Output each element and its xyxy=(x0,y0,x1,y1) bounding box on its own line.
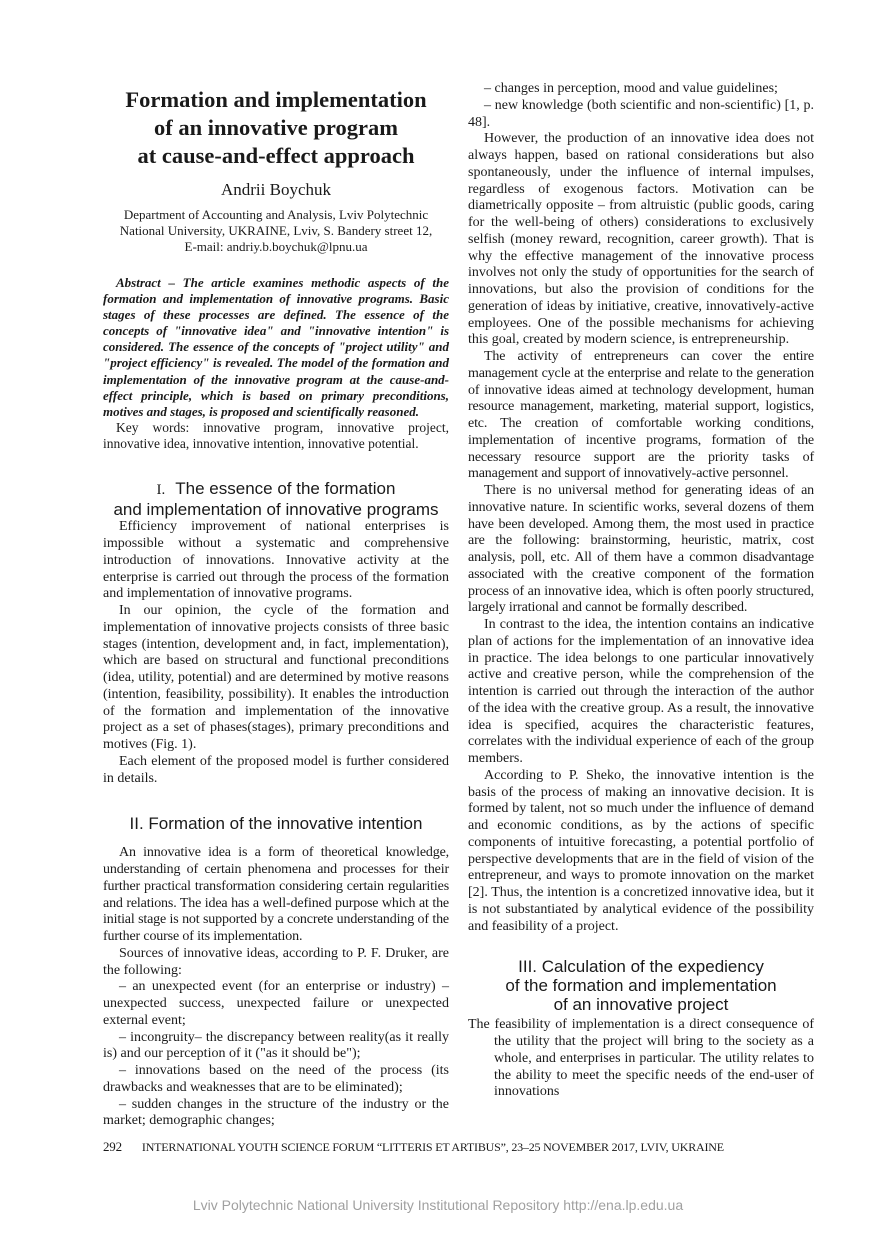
paragraph: In contrast to the idea, the intention contains an indicative plan of actions for the implementation of an innovative idea in practice. The idea belongs to one particular innovatively active and creative person, while the comprehension of the intention is carried out through the interaction of the author of the idea with the creative group. As a result, the innovative idea is specified, acquires the characteristic features, correlates with the individual experience of each of the group members. xyxy=(468,617,814,766)
title-line: at cause-and-effect approach xyxy=(137,143,415,168)
list-item: – changes in perception, mood and value guidelines; xyxy=(484,81,778,96)
paper-title xyxy=(103,86,449,170)
paragraph: However, the production of an innovative idea does not always happen, based on rational considerations but also spontaneously, under the influence of internal impulses, regardless of exogenous factors. Motivation can be diametrically opposite – from altruistic (public goods, caring for the well-being of others) considerations to exclusively selfish (money reward, recognition, career growth). That is why the effective management of the innovative process involves not only the study of opportunities for the search of innovations, but also the provision of conditions for the generation of ideas by initiative, creative, innovatively-active employees. One of the possible mechanisms for achieving this goal, created by modern science, is entrepreneurship. xyxy=(468,131,814,348)
paragraph: There is no universal method for generating ideas of an innovative nature. In scientific works, several dozens of them have been developed. Among them, the most used in practice are the following: brainstorming, heuristic, matrix, cost analysis, poll, etc. All of them have a common disadvantage associated with the creative component of the formation process of an innovative idea, which is often poorly structured, largely irrational and cannot be formally described. xyxy=(468,483,814,616)
page-number: 292 xyxy=(103,1139,122,1154)
list-item: – an unexpected event (for an enterprise or industry) – unexpected success, unexpected failure or unexpected external event; xyxy=(103,979,449,1028)
title-line: of an innovative program xyxy=(154,115,398,140)
author-name: Andrii Boychuk xyxy=(220,180,332,199)
affiliation xyxy=(103,207,449,255)
section-3-heading-line: III. Calculation of the expediency xyxy=(518,957,764,977)
paragraph: In our opinion, the cycle of the formation and implementation of innovative projects consists of three basic stages (intention, development and, in fact, implementation), which are based on structural and functional preconditions (idea, utility, potential) and are determined by motive reasons (intention, feasibility, possibility). It enables the introduction of the formation and implementation of the innovative project as a set of phases(stages), primary preconditions and motives (Fig. 1). xyxy=(103,603,449,752)
keywords: Key words: innovative program, innovative project, innovative idea, innovative intention, innovative potential. xyxy=(103,419,449,452)
paragraph: The feasibility of implementation is a direct consequence of the utility that the project will bring to the society as a whole, and enterprises in particular. The utility relates to the ability to meet the specific needs of the end-user of innovations xyxy=(468,1017,814,1100)
title-line: Formation and implementation xyxy=(125,87,427,112)
left-column xyxy=(103,82,449,1130)
section-3-heading xyxy=(468,957,814,1014)
list-item: – sudden changes in the structure of the industry or the market; demographic changes; xyxy=(103,1096,449,1129)
right-column xyxy=(468,81,814,1101)
paragraph: Efficiency improvement of national enterprises is impossible without a systematic and comprehensive introduction of innovations. Innovative activity at the enterprise is carried out through the process of the formation and implementation of innovative programs. xyxy=(103,519,449,602)
paragraph: An innovative idea is a form of theoretical knowledge, understanding of certain phenomena and processes for their further practical transformation considering certain regularities and relations. The idea has a well-defined purpose which at the initial stage is not supported by a concrete understanding of the further course of its implementation. xyxy=(103,845,449,944)
paragraph: Each element of the proposed model is further considered in details. xyxy=(103,753,449,786)
paragraph: Sources of innovative ideas, according to P. F. Druker, are the following: xyxy=(103,945,449,978)
paragraph: The activity of entrepreneurs can cover the entire management cycle at the enterprise and relate to the generation of innovative ideas aimed at technology development, human resource management, marketing, material support, logistics, etc. The creation of comfortable working conditions, implementation of incentive programs, formation of the necessary resource support are the priority tasks of management and support of innovatively-active personnel. xyxy=(468,349,814,482)
page-footer xyxy=(103,1139,803,1155)
section-3-heading-line: of an innovative project xyxy=(553,995,729,1015)
list-item: – incongruity– the discrepancy between reality(as it really is) and our perception of it ("as it should be"); xyxy=(103,1029,449,1062)
affiliation-line: National University, UKRAINE, Lviv, S. Bandery street 12, xyxy=(119,223,433,238)
footer-text: INTERNATIONAL YOUTH SCIENCE FORUM “LITTERIS ET ARTIBUS”, 23–25 NOVEMBER 2017, LVIV, UKRAINE xyxy=(141,1140,724,1154)
affiliation-line: Department of Accounting and Analysis, Lviv Polytechnic xyxy=(123,207,429,222)
section-2-heading: II. Formation of the innovative intention xyxy=(129,814,423,834)
section-3-heading-line: of the formation and implementation xyxy=(505,976,777,996)
affiliation-email[interactable]: E-mail: andriy.b.boychuk@lpnu.ua xyxy=(184,239,368,254)
repository-watermark[interactable]: Lviv Polytechnic National University Institutional Repository http://ena.lp.edu.ua xyxy=(192,1197,684,1213)
section-1-heading-line: The essence of the formation xyxy=(175,479,396,499)
section-1-heading xyxy=(103,479,449,519)
abstract: Abstract – The article examines methodic aspects of the formation and implementation of innovative programs. Basic stages of these processes are defined. The essence of the concepts of "innovative idea" and "innovative intention" is considered. The essence of the concepts of "project utility" and "project efficiency" is revealed. The model of the formation and implementation of the innovative program at the cause-and-effect principle, which is based on primary preconditions, motives and stages, is proposed and scientifically reasoned. xyxy=(103,275,449,419)
list-item: – new knowledge (both scientific and non-scientific) [1, p. 48]. xyxy=(468,97,814,130)
section-1-heading-line: and implementation of innovative programs xyxy=(113,500,439,520)
list-item: – innovations based on the need of the process (its drawbacks and weaknesses that are to be eliminated); xyxy=(103,1063,449,1095)
paragraph: According to P. Sheko, the innovative intention is the basis of the process of making an innovative decision. It is formed by talent, not so much under the influence of demand and economic conditions, as by the actions of specific components of intuitive forecasting, a potential portfolio of perspective developments that are in the field of vision of the entrepreneur, and ways to promote innovation on the market [2]. Thus, the intention is a concretized innovative idea, but it is not substantiated by analytical evidence of the possibility and feasibility of a project. xyxy=(468,767,814,934)
section-1-numeral: I. xyxy=(156,482,166,499)
